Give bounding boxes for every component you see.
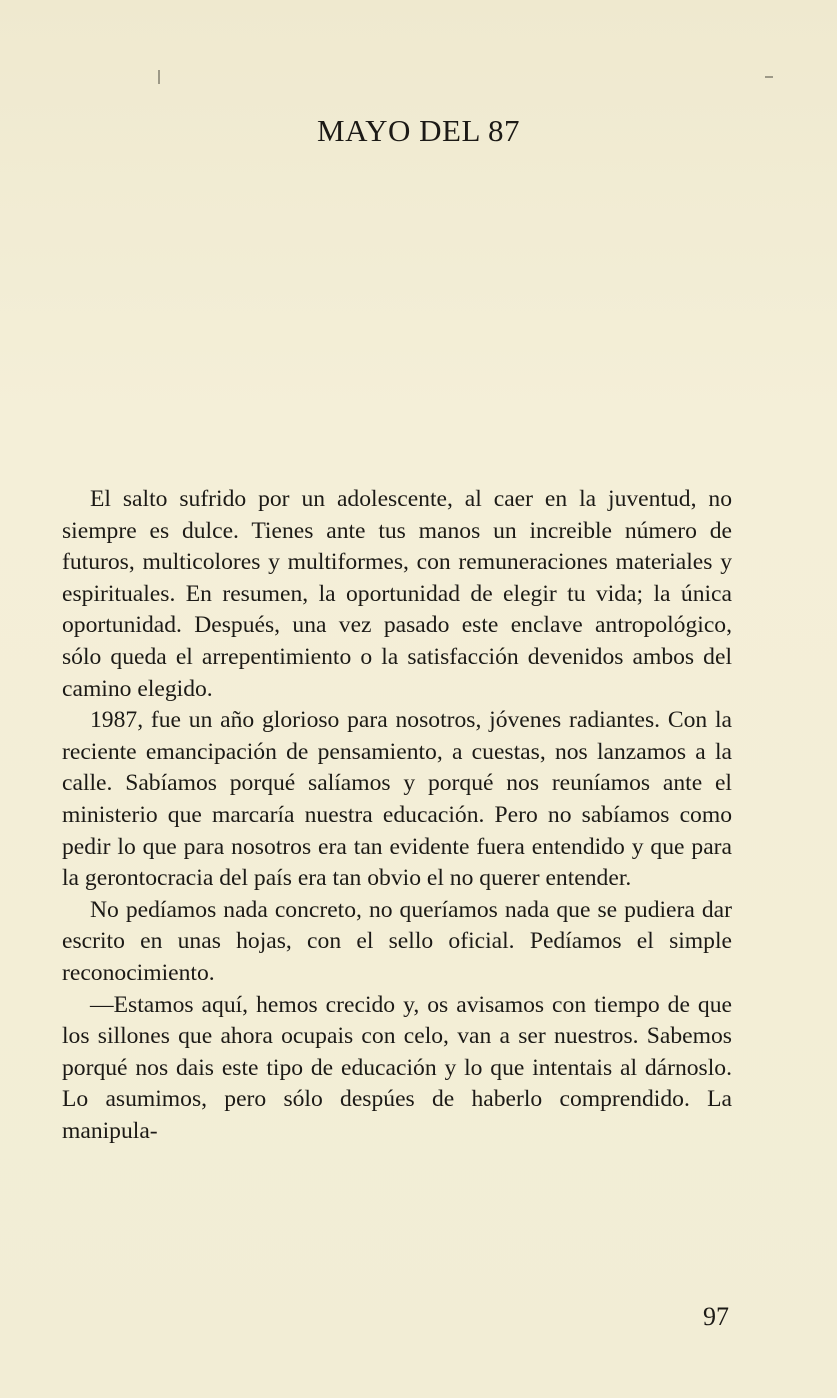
scan-speck xyxy=(765,76,773,78)
page-number: 97 xyxy=(703,1302,729,1331)
paragraph: —Estamos aquí, hemos crecido y, os avisamos con tiempo de que los sillones que ahora ocupais con celo, van a ser nuestros. Sabemos porqué nos dais este tipo de educación y lo que intentais al dárnoslo. Lo asumimos, pero sólo despúes de haberlo comprendido. La manipula- xyxy=(62,991,732,1144)
paragraph: No pedíamos nada concreto, no queríamos nada que se pudiera dar escrito en unas hojas, con el sello oficial. Pedíamos el simple reconocimiento. xyxy=(62,896,732,986)
paragraph: El salto sufrido por un adolescente, al caer en la juventud, no siempre es dulce. Tienes ante tus manos un increible número de futuros, multicolores y multiformes, con remuneraciones materiales y espirituales. En resumen, la oportunidad de elegir tu vida; la única oportunidad. Después, una vez pasado este enclave antropológico, sólo queda el arrepentimiento o la satisfacción devenidos ambos del camino elegido. xyxy=(62,486,732,702)
scan-speck xyxy=(158,70,160,84)
chapter-title: MAYO DEL 87 xyxy=(317,112,520,148)
body-text xyxy=(62,484,732,1147)
paragraph: 1987, fue un año glorioso para nosotros, jóvenes radiantes. Con la reciente emancipación de pensamiento, a cuestas, nos lanzamos a la calle. Sabíamos porqué salíamos y porqué nos reuníamos ante el ministerio que marcaría nuestra educación. Pero no sabíamos como pedir lo que para nosotros era tan evidente fuera entendido y que para la gerontocracia del país era tan obvio el no querer entender. xyxy=(62,707,732,892)
